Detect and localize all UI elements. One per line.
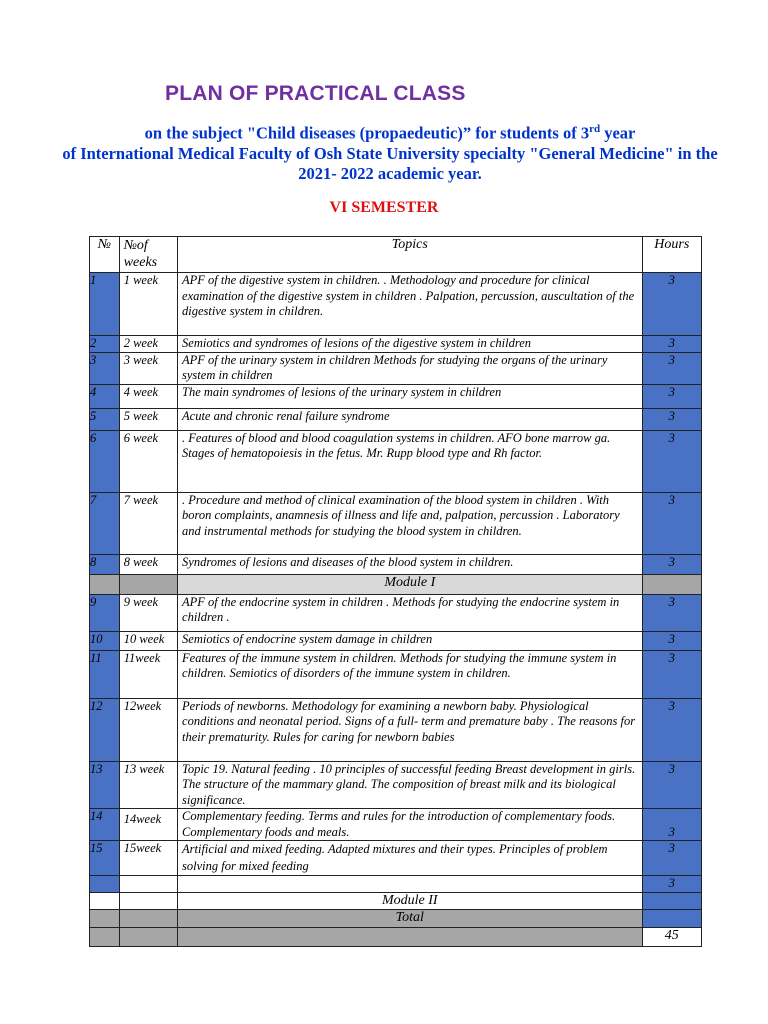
row-hours: 3 [642, 554, 701, 574]
table-row [90, 594, 702, 631]
row-number: 1 [90, 273, 120, 336]
row-week: 6 week [119, 430, 177, 492]
semester-heading: VI SEMESTER [329, 199, 439, 216]
row-week: 3 week [119, 352, 177, 384]
table-row [90, 352, 702, 384]
table-row [90, 336, 702, 353]
row-topic: The main syndromes of lesions of the urinary system in children [178, 384, 643, 408]
empty-cell [119, 893, 177, 910]
row-week: 7 week [119, 492, 177, 554]
row-week: 8 week [119, 554, 177, 574]
row-number: 8 [90, 554, 120, 574]
table-row [90, 430, 702, 492]
total-hours: 45 [642, 928, 701, 947]
table-row [90, 809, 702, 841]
empty-cell [90, 876, 120, 893]
table-header-row [90, 237, 702, 273]
row-hours: 3 [642, 761, 701, 809]
total-value-row [90, 928, 702, 947]
row-topic: Semiotics of endocrine system damage in children [178, 631, 643, 650]
table-row [90, 698, 702, 761]
empty-cell [119, 928, 177, 947]
page-title: PLAN OF PRACTICAL CLASS [165, 82, 466, 105]
row-number: 7 [90, 492, 120, 554]
row-hours: 3 [642, 594, 701, 631]
table-row [90, 554, 702, 574]
subtitle-superscript: rd [589, 123, 601, 135]
subtitle-line1-post: year [600, 123, 636, 143]
row-hours: 3 [642, 352, 701, 384]
empty-cell [119, 910, 177, 928]
header-topics: Topics [178, 237, 643, 273]
header-hours: Hours [642, 237, 701, 273]
row-hours: 3 [642, 430, 701, 492]
row-week: 1 week [119, 273, 177, 336]
page-subtitle [60, 119, 720, 184]
row-topic: APF of the endocrine system in children . Methods for studying the endocrine system in children . [178, 594, 643, 631]
row-topic: Topic 19. Natural feeding . 10 principles of successful feeding Breast development in girls. The structure of the mammary gland. The composition of breast milk and its biological significance. [178, 761, 643, 809]
row-number: 4 [90, 384, 120, 408]
subtitle-line2: of International Medical Faculty of Osh State University specialty "General Medicine" in the 2021- 2022 academic year. [62, 143, 718, 183]
row-week: 12week [119, 698, 177, 761]
row-topic: APF of the digestive system in children. . Methodology and procedure for clinical examination of the digestive system in children . Palpation, percussion, auscultation of the digestive system in children. [178, 273, 643, 336]
row-hours: 3 [642, 384, 701, 408]
row-week: 9 week [119, 594, 177, 631]
row-hours: 3 [642, 492, 701, 554]
row-number: 10 [90, 631, 120, 650]
row-week: 2 week [119, 336, 177, 353]
row-week: 15week [119, 841, 177, 876]
row-hours: 3 [642, 408, 701, 430]
row-topic: Acute and chronic renal failure syndrome [178, 408, 643, 430]
row-topic: APF of the urinary system in children Methods for studying the organs of the urinary system in children [178, 352, 643, 384]
row-topic: Complementary feeding. Terms and rules for the introduction of complementary foods. Complementary foods and meals. [178, 809, 643, 841]
row-number: 5 [90, 408, 120, 430]
row-topic: Syndromes of lesions and diseases of the blood system in children. [178, 554, 643, 574]
row-hours: 3 [642, 650, 701, 698]
table-row [90, 841, 702, 876]
row-number: 14 [90, 809, 120, 841]
row-number: 3 [90, 352, 120, 384]
row-week: 13 week [119, 761, 177, 809]
row-number: 15 [90, 841, 120, 876]
subtitle-line1-pre: on the subject "Child diseases (propaedeutic)” for students of 3 [144, 123, 590, 143]
row-week: 14week [119, 809, 177, 841]
row-number: 6 [90, 430, 120, 492]
table-row [90, 273, 702, 336]
row-hours: 3 [642, 841, 701, 876]
table-row [90, 631, 702, 650]
empty-cell [90, 893, 120, 910]
row-topic: . Features of blood and blood coagulation systems in children. AFO bone marrow ga. Stages of hematopoiesis in the fetus. Mr. Rupp blood type and Rh factor. [178, 430, 643, 492]
header-weeks: №of weeks [119, 237, 177, 273]
row-hours: 3 [642, 336, 701, 353]
row-week: 10 week [119, 631, 177, 650]
module-row [90, 574, 702, 594]
row-hours: 3 [642, 809, 701, 841]
empty-cell [642, 910, 701, 928]
table-row [90, 492, 702, 554]
row-topic: Periods of newborns. Methodology for examining a newborn baby. Physiological conditions and neonatal period. Signs of a full- term and premature baby . The reasons for their prematurity. Rules for caring for newborn babies [178, 698, 643, 761]
table-row [90, 408, 702, 430]
table-row [90, 650, 702, 698]
empty-cell [119, 876, 177, 893]
empty-cell [119, 574, 177, 594]
row-number: 13 [90, 761, 120, 809]
row-week: 5 week [119, 408, 177, 430]
row-hours: 3 [642, 698, 701, 761]
header-num: № [90, 237, 120, 273]
row-hours: 3 [642, 876, 701, 893]
empty-cell [642, 574, 701, 594]
module-row [90, 893, 702, 910]
row-topic: Artificial and mixed feeding. Adapted mixtures and their types. Principles of problem solving for mixed feeding [178, 841, 643, 876]
row-number: 11 [90, 650, 120, 698]
row-number: 2 [90, 336, 120, 353]
empty-cell [90, 910, 120, 928]
empty-cell [90, 928, 120, 947]
empty-row [90, 876, 702, 893]
module-label: Module II [178, 893, 643, 910]
row-topic: Semiotics and syndromes of lesions of the digestive system in children [178, 336, 643, 353]
empty-cell [178, 876, 643, 893]
total-row [90, 910, 702, 928]
row-hours: 3 [642, 273, 701, 336]
empty-cell [178, 928, 643, 947]
row-topic: Features of the immune system in children. Methods for studying the immune system in children. Semiotics of disorders of the immune system in children. [178, 650, 643, 698]
row-week: 11week [119, 650, 177, 698]
empty-cell [642, 893, 701, 910]
table-row [90, 384, 702, 408]
row-number: 12 [90, 698, 120, 761]
table-row [90, 761, 702, 809]
row-week: 4 week [119, 384, 177, 408]
row-topic: . Procedure and method of clinical examination of the blood system in children . With boron complaints, anamnesis of illness and life and, palpation, percussion . Laboratory and instrumental methods for studying the blood system in children. [178, 492, 643, 554]
total-label: Total [178, 910, 643, 928]
schedule-table [89, 236, 702, 947]
row-number: 9 [90, 594, 120, 631]
module-label: Module I [178, 574, 643, 594]
empty-cell [90, 574, 120, 594]
row-hours: 3 [642, 631, 701, 650]
